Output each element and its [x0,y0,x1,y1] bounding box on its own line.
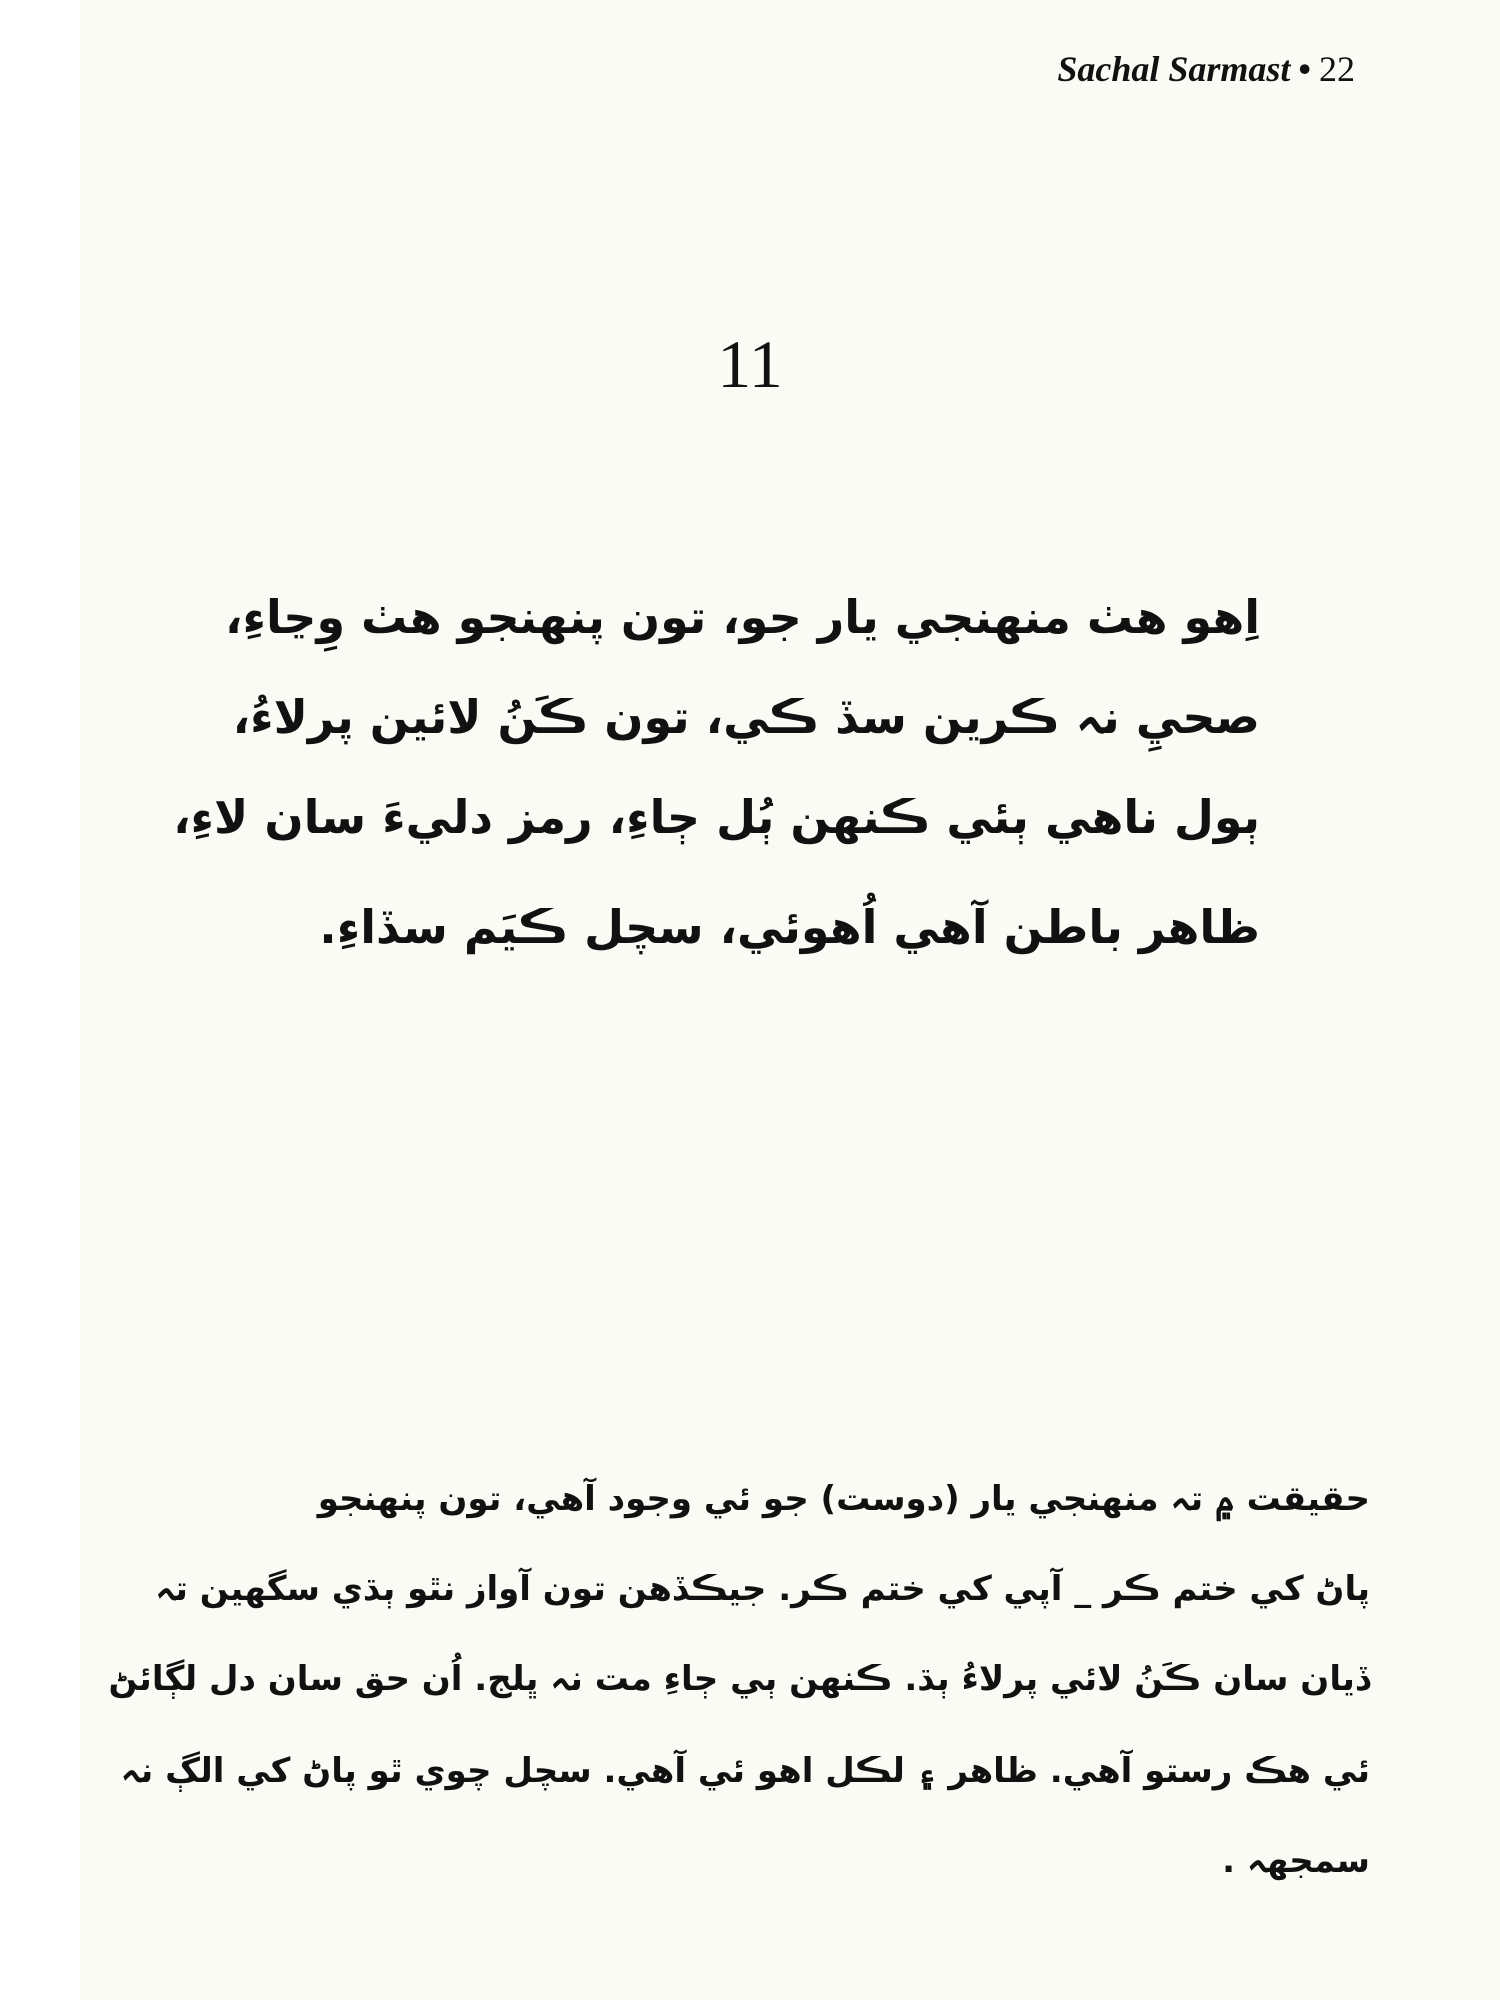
verse-line-4: ظاهر باطن آهي اُهوئي، سچل ڪيَم سڏاءِ. [319,900,1260,954]
poem-number: 11 [717,326,783,402]
book-page [80,0,1500,2000]
commentary-line-2: پاڻ کي ختم ڪر _ آپي کي ختم ڪر. جيڪڏهن تون آواز نٿو ٻڌي سگهين تہ [155,1569,1370,1609]
commentary-line-3: ڏيان سان ڪَنُ لائي پرلاءُ ٻڌ. ڪنهن ٻي ڄاءِ مت نہ ڀلج. اُن حق سان دل لڳائڻ [108,1659,1370,1699]
verse-line-1: اِهو هٺ منهنجي يار جو، تون پنهنجو هٺ وِڃاءِ، [225,590,1260,644]
verse-line-2: صحيِ نہ ڪرين سڏ ڪي، تون ڪَنُ لائين پرلاءُ، [232,690,1260,744]
running-header [1057,48,1355,90]
page-number: 22 [1319,49,1355,89]
commentary-line-4: ئي هڪ رستو آهي. ظاهر ۽ لڪل اهو ئي آهي. سچل چوي ٿو پاڻ کي الڳ نہ [120,1751,1370,1791]
commentary-line-1: حقيقت ۾ تہ منهنجي يار (دوست) جو ئي وجود آهي، تون پنهنجو [317,1479,1370,1519]
header-separator: • [1298,49,1311,89]
verse-line-3: ٻول ناهي ٻئي ڪنهن ٻُل ڄاءِ، رمز دليءَ سان لاءِ، [173,790,1260,844]
commentary-line-5: سمجهہ . [1222,1841,1370,1881]
book-title: Sachal Sarmast [1057,49,1291,89]
scan-margin [0,0,80,2000]
